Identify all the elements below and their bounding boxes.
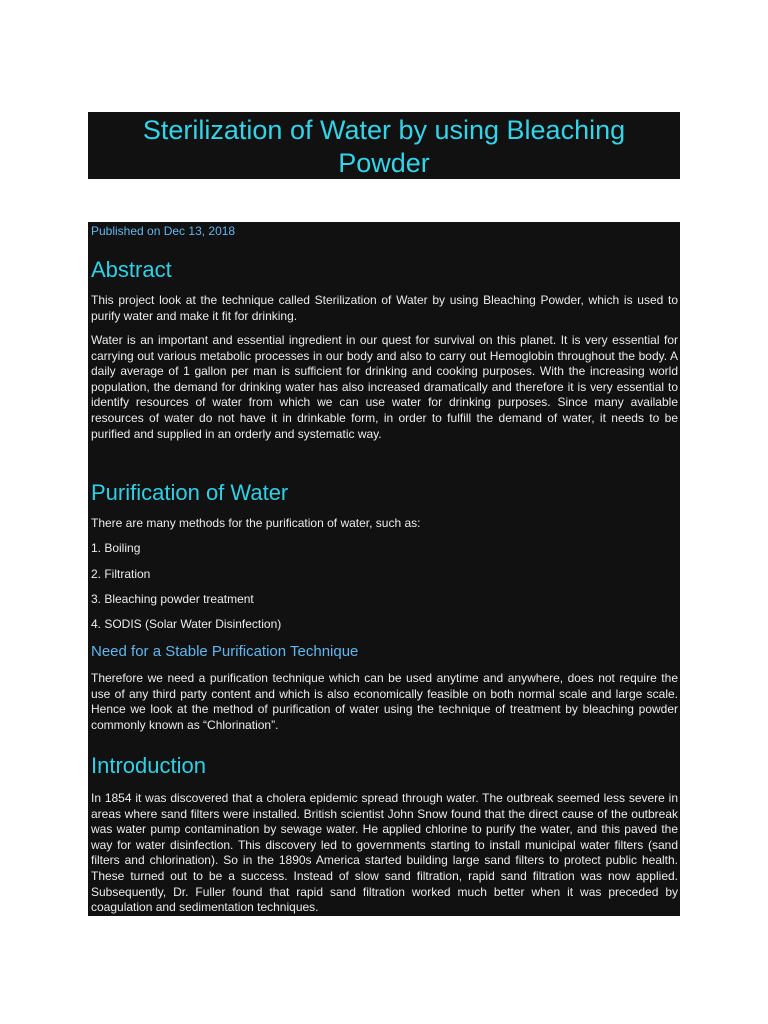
article-body <box>88 222 680 916</box>
list-item: 1. Boiling <box>91 541 141 555</box>
abstract-heading: Abstract <box>91 257 172 282</box>
purification-intro: There are many methods for the purification of water, such as: <box>91 516 421 530</box>
page-title: Sterilization of Water by using Bleaching Powder <box>142 115 626 178</box>
list-item: 4. SODIS (Solar Water Disinfection) <box>91 617 282 631</box>
need-heading: Need for a Stable Purification Technique <box>91 643 359 660</box>
introduction-heading: Introduction <box>91 753 206 778</box>
list-item: 2. Filtration <box>91 567 151 581</box>
introduction-paragraph: In 1854 it was discovered that a cholera epidemic spread through water. The outbreak seemed less severe in areas where sand filters were installed. British scientist John Snow found that the direct cause of the outbreak was water pump contamination by sewage water. He applied chlorine to purify the water, and this paved the way for water disinfection. This discovery led to governments starting to install municipal water filters (sand filters and chlorination). So in the 1890s America started building large sand filters to protect public health. These turned out to be a success. Instead of slow sand filtration, rapid sand filtration was now applied. Subsequently, Dr. Fuller found that rapid sand filtration worked much better when it was preceded by coagulation and sedimentation techniques. <box>91 791 678 915</box>
purification-heading: Purification of Water <box>91 480 289 505</box>
list-item: 3. Bleaching powder treatment <box>91 592 254 606</box>
abstract-paragraph-1: This project look at the technique called Sterilization of Water by using Bleaching Powder, which is used to purify water and make it fit for drinking. <box>91 293 678 323</box>
published-date: Published on Dec 13, 2018 <box>91 224 236 238</box>
abstract-paragraph-2: Water is an important and essential ingredient in our quest for survival on this planet. It is very essential for carrying out various metabolic processes in our body and also to carry out Hemoglobin throughout the body. A daily average of 1 gallon per man is sufficient for drinking and cooking purposes. With the increasing world population, the demand for drinking water has also increased dramatically and therefore it is very essential to identify resources of water from which we can use water for drinking purposes. Since many available resources of water do not have it in drinkable form, in order to fulfill the demand of water, it needs to be purified and supplied in an orderly and systematic way. <box>91 333 678 441</box>
need-paragraph: Therefore we need a purification technique which can be used anytime and anywhere, does not require the use of any third party content and which is also economically feasible on both normal scale and large scale. Hence we look at the method of purification of water using the technique of treatment by bleaching powder commonly known as “Chlorination”. <box>91 671 678 732</box>
title-banner <box>88 112 680 179</box>
